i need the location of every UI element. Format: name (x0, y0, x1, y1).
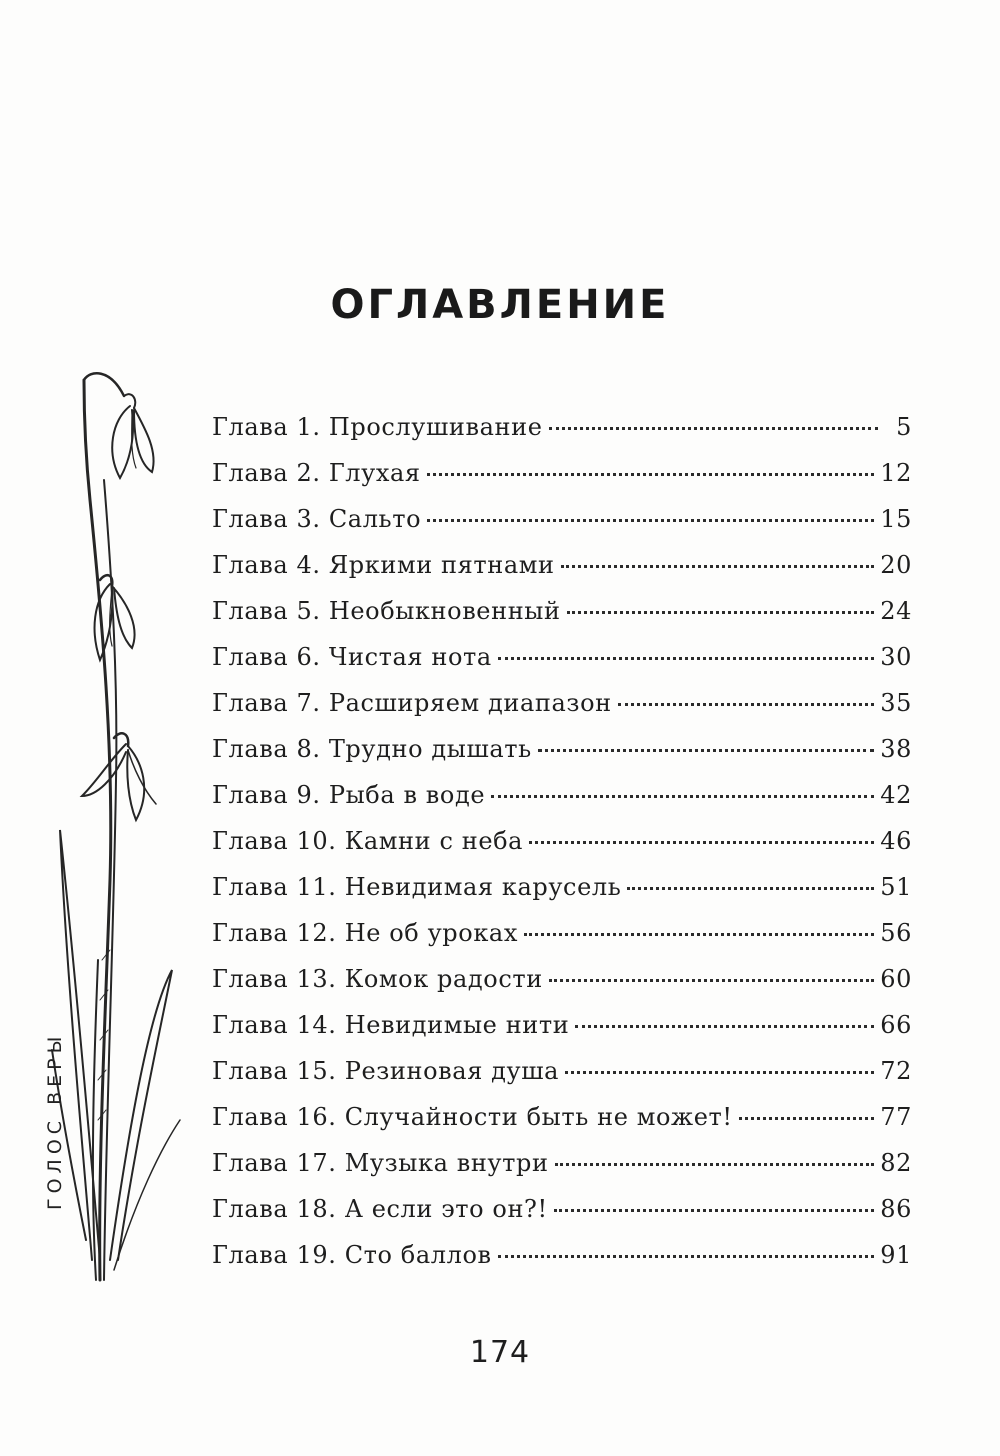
toc-entry-title: Глава 19. Сто баллов (212, 1241, 492, 1269)
toc-entry-page: 77 (880, 1103, 912, 1131)
toc-entry[interactable] (212, 597, 912, 643)
dot-leader (627, 887, 874, 890)
dot-leader (739, 1117, 875, 1120)
toc-entry-title: Глава 4. Яркими пятнами (212, 551, 555, 579)
toc-entry-title: Глава 1. Прослушивание (212, 413, 543, 441)
toc-entry[interactable] (212, 505, 912, 551)
dot-leader (618, 703, 874, 706)
toc-entry-page: 35 (880, 689, 912, 717)
dot-leader (498, 1255, 875, 1258)
toc-entry[interactable] (212, 643, 912, 689)
toc-entry[interactable] (212, 873, 912, 919)
dot-leader (529, 841, 874, 844)
dot-leader (555, 1163, 875, 1166)
toc-entry-page: 15 (880, 505, 912, 533)
toc-entry-page: 12 (880, 459, 912, 487)
toc-entry-page: 30 (880, 643, 912, 671)
toc-entry-page: 66 (880, 1011, 912, 1039)
toc-entry[interactable] (212, 735, 912, 781)
toc-entry-title: Глава 5. Необыкновенный (212, 597, 561, 625)
dot-leader (565, 1071, 874, 1074)
dot-leader (549, 979, 874, 982)
toc-entry[interactable] (212, 1149, 912, 1195)
toc-entry[interactable] (212, 965, 912, 1011)
toc-entry-page: 42 (880, 781, 912, 809)
dot-leader (567, 611, 875, 614)
dot-leader (538, 749, 874, 752)
toc-entry-page: 20 (880, 551, 912, 579)
table-of-contents (212, 413, 912, 1287)
toc-entry-title: Глава 9. Рыба в воде (212, 781, 486, 809)
toc-entry-page: 86 (880, 1195, 912, 1223)
toc-entry-title: Глава 2. Глухая (212, 459, 421, 487)
page-number: 174 (469, 1335, 531, 1370)
toc-entry[interactable] (212, 1103, 912, 1149)
toc-entry-title: Глава 10. Камни с неба (212, 827, 524, 855)
toc-entry-title: Глава 12. Не об уроках (212, 919, 518, 947)
dot-leader (427, 473, 875, 476)
dot-leader (427, 519, 874, 522)
toc-entry[interactable] (212, 827, 912, 873)
toc-entry[interactable] (212, 781, 912, 827)
toc-entry[interactable] (212, 919, 912, 965)
book-title-vertical: ГОЛОС ВЕРЫ (44, 1031, 66, 1210)
toc-entry-page: 5 (896, 413, 912, 441)
toc-entry[interactable] (212, 1195, 912, 1241)
toc-entry-title: Глава 15. Резиновая душа (212, 1057, 560, 1085)
toc-entry-page: 82 (880, 1149, 912, 1177)
dot-leader (575, 1025, 874, 1028)
toc-entry-page: 38 (880, 735, 912, 763)
toc-entry-title: Глава 6. Чистая нота (212, 643, 492, 671)
dot-leader (549, 427, 879, 430)
toc-entry-title: Глава 13. Комок радости (212, 965, 543, 993)
toc-entry[interactable] (212, 551, 912, 597)
toc-entry[interactable] (212, 413, 912, 459)
dot-leader (561, 565, 875, 568)
toc-entry[interactable] (212, 689, 912, 735)
toc-entry-page: 60 (880, 965, 912, 993)
toc-entry-page: 24 (880, 597, 912, 625)
toc-entry-page: 56 (880, 919, 912, 947)
toc-entry-title: Глава 17. Музыка внутри (212, 1149, 549, 1177)
toc-entry-title: Глава 14. Невидимые нити (212, 1011, 570, 1039)
toc-entry-title: Глава 8. Трудно дышать (212, 735, 532, 763)
toc-entry-title: Глава 7. Расширяем диапазон (212, 689, 612, 717)
toc-entry-title: Глава 3. Сальто (212, 505, 422, 533)
dot-leader (524, 933, 874, 936)
page-title: ОГЛАВЛЕНИЕ (330, 282, 670, 328)
toc-entry-page: 72 (880, 1057, 912, 1085)
toc-entry[interactable] (212, 1057, 912, 1103)
toc-entry-title: Глава 18. А если это он?! (212, 1195, 548, 1223)
toc-entry[interactable] (212, 1241, 912, 1287)
toc-entry-title: Глава 11. Невидимая карусель (212, 873, 622, 901)
dot-leader (498, 657, 874, 660)
toc-entry[interactable] (212, 459, 912, 505)
toc-entry-page: 46 (880, 827, 912, 855)
toc-entry-title: Глава 16. Случайности быть не может! (212, 1103, 733, 1131)
toc-entry[interactable] (212, 1011, 912, 1057)
dot-leader (554, 1209, 874, 1212)
toc-entry-page: 91 (880, 1241, 912, 1269)
toc-entry-page: 51 (880, 873, 912, 901)
dot-leader (491, 795, 874, 798)
